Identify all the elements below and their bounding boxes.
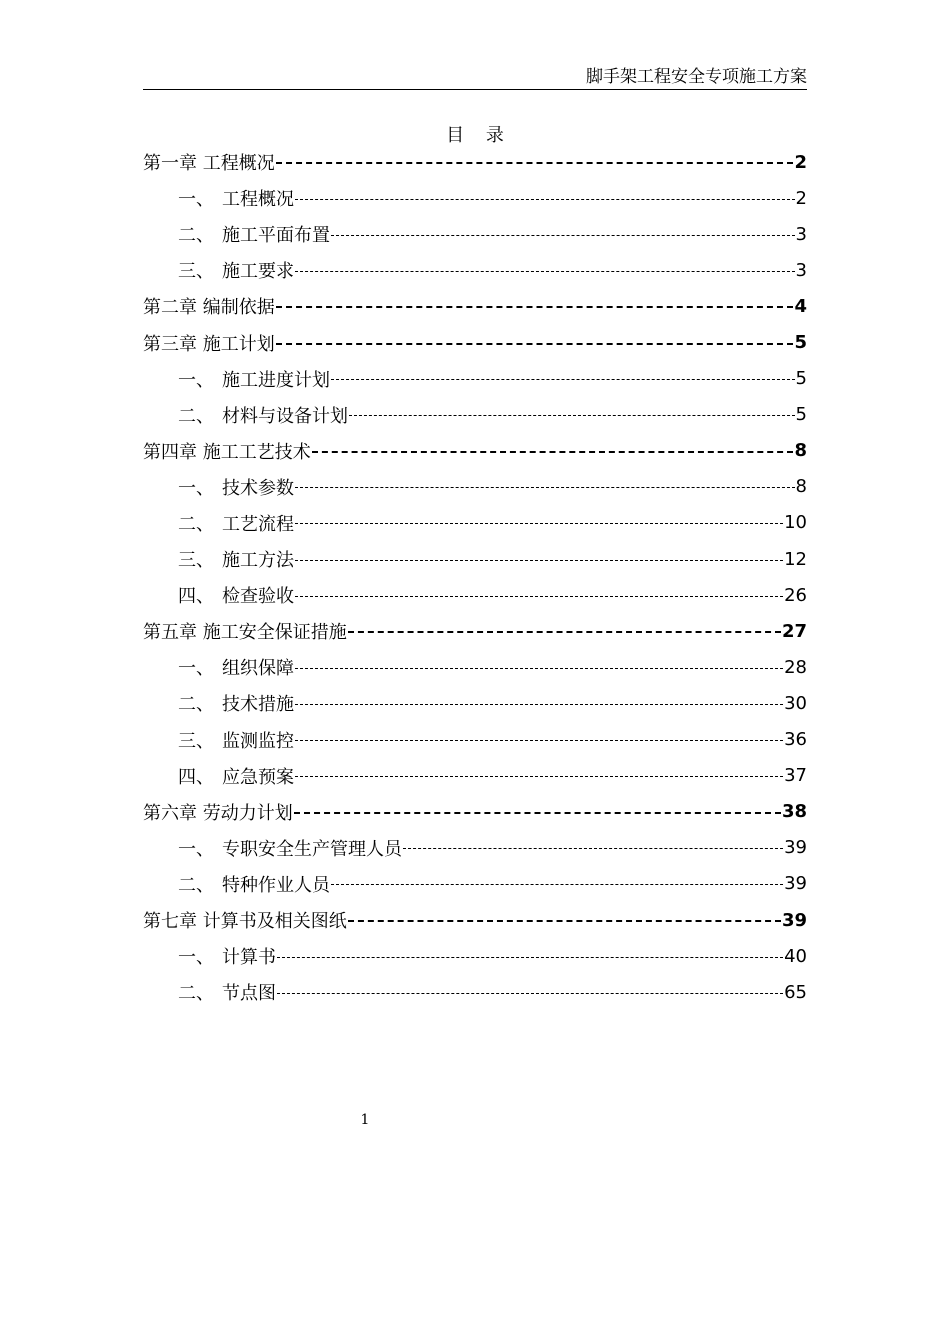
page-number: 1 <box>360 1112 370 1128</box>
toc-entry-page-number: 5 <box>794 332 807 354</box>
toc-entry-page-number: 40 <box>784 945 807 967</box>
toc-entry-page-number: 3 <box>795 223 807 245</box>
toc-entry-number: 二、 <box>178 405 214 427</box>
toc-entry-title: 施工进度计划 <box>222 369 330 391</box>
toc-dot-leader <box>295 668 783 669</box>
toc-entry-title: 检查验收 <box>222 586 294 608</box>
toc-entry-label <box>178 690 294 716</box>
toc-entry-label <box>178 835 402 861</box>
toc-entry-label <box>143 438 311 464</box>
toc-entry-page-number: 28 <box>784 656 807 678</box>
toc-entry-page-number: 5 <box>795 404 807 426</box>
toc-entry-number: 二、 <box>178 513 214 535</box>
toc-dot-leader <box>403 848 783 849</box>
toc-dot-leader <box>294 812 781 814</box>
toc-dot-leader <box>295 740 783 741</box>
toc-dot-leader <box>295 271 795 272</box>
toc-entry-page-number: 8 <box>795 476 807 498</box>
toc-entry-page-number: 39 <box>784 873 807 895</box>
toc-chapter-entry[interactable] <box>143 613 807 649</box>
toc-entry-page-number: 65 <box>784 981 807 1003</box>
toc-section-entry[interactable] <box>143 180 807 216</box>
toc-entry-page-number: 12 <box>784 548 807 570</box>
toc-entry-title: 工程概况 <box>222 189 294 211</box>
toc-entry-title: 应急预案 <box>222 766 294 788</box>
toc-entry-label <box>143 149 275 175</box>
toc-dot-leader <box>295 596 783 597</box>
toc-chapter-entry[interactable] <box>143 902 807 938</box>
toc-entry-title: 技术参数 <box>222 477 294 499</box>
toc-section-entry[interactable] <box>143 216 807 252</box>
toc-dot-leader <box>312 451 794 453</box>
toc-entry-title: 节点图 <box>222 983 276 1005</box>
toc-chapter-entry[interactable] <box>143 794 807 830</box>
table-of-contents <box>143 144 807 1010</box>
toc-dot-leader <box>277 993 783 994</box>
toc-entry-number: 二、 <box>178 225 214 247</box>
toc-entry-number: 一、 <box>178 369 214 391</box>
toc-section-entry[interactable] <box>143 722 807 758</box>
toc-entry-page-number: 38 <box>781 801 807 823</box>
toc-entry-label <box>178 763 294 789</box>
toc-chapter-entry[interactable] <box>143 144 807 180</box>
toc-chapter-entry[interactable] <box>143 433 807 469</box>
toc-entry-title: 材料与设备计划 <box>222 405 348 427</box>
toc-entry-title: 专职安全生产管理人员 <box>222 838 402 860</box>
toc-dot-leader <box>331 379 795 380</box>
toc-entry-label <box>143 330 275 356</box>
toc-entry-number: 一、 <box>178 477 214 499</box>
toc-section-entry[interactable] <box>143 252 807 288</box>
toc-entry-page-number: 10 <box>784 512 807 534</box>
toc-chapter-entry[interactable] <box>143 288 807 324</box>
toc-entry-number: 三、 <box>178 261 214 283</box>
toc-entry-label <box>178 221 330 247</box>
toc-dot-leader <box>277 957 783 958</box>
toc-entry-page-number: 39 <box>781 909 807 931</box>
toc-dot-leader <box>295 776 783 777</box>
toc-entry-page-number: 37 <box>784 765 807 787</box>
toc-entry-label <box>143 907 347 933</box>
toc-entry-title: 第二章 编制依据 <box>143 297 275 319</box>
toc-entry-title: 施工方法 <box>222 550 294 572</box>
toc-entry-label <box>178 727 294 753</box>
toc-entry-title: 计算书 <box>222 947 276 969</box>
toc-dot-leader <box>295 523 783 524</box>
toc-entry-label <box>178 979 276 1005</box>
toc-entry-title: 组织保障 <box>222 658 294 680</box>
toc-entry-label <box>143 618 347 644</box>
toc-dot-leader <box>349 415 795 416</box>
document-header-title: 脚手架工程安全专项施工方案 <box>586 67 807 87</box>
toc-entry-number: 一、 <box>178 947 214 969</box>
toc-section-entry[interactable] <box>143 866 807 902</box>
toc-dot-leader <box>295 199 795 200</box>
toc-entry-label <box>178 546 294 572</box>
toc-dot-leader <box>276 343 794 345</box>
header-rule <box>143 89 807 90</box>
toc-entry-number: 二、 <box>178 983 214 1005</box>
toc-section-entry[interactable] <box>143 541 807 577</box>
toc-section-entry[interactable] <box>143 469 807 505</box>
toc-entry-label <box>178 654 294 680</box>
toc-dot-leader <box>295 560 783 561</box>
toc-entry-label <box>143 799 293 825</box>
toc-section-entry[interactable] <box>143 830 807 866</box>
toc-entry-title: 特种作业人员 <box>222 874 330 896</box>
toc-entry-title: 第三章 施工计划 <box>143 333 275 355</box>
toc-entry-number: 一、 <box>178 189 214 211</box>
toc-dot-leader <box>295 704 783 705</box>
toc-section-entry[interactable] <box>143 758 807 794</box>
toc-entry-page-number: 8 <box>794 440 807 462</box>
toc-entry-number: 一、 <box>178 658 214 680</box>
toc-section-entry[interactable] <box>143 938 807 974</box>
toc-entry-label <box>178 366 330 392</box>
toc-dot-leader <box>276 162 794 164</box>
toc-entry-page-number: 5 <box>795 368 807 390</box>
toc-entry-page-number: 26 <box>784 584 807 606</box>
toc-entry-title: 施工要求 <box>222 261 294 283</box>
toc-entry-label <box>178 185 294 211</box>
toc-entry-page-number: 2 <box>795 187 807 209</box>
toc-entry-number: 四、 <box>178 586 214 608</box>
toc-entry-label <box>178 871 330 897</box>
toc-entry-label <box>143 293 275 319</box>
toc-entry-label <box>178 474 294 500</box>
toc-entry-label <box>178 257 294 283</box>
toc-entry-number: 二、 <box>178 694 214 716</box>
toc-dot-leader <box>295 487 795 488</box>
toc-entry-label <box>178 402 348 428</box>
toc-entry-title: 第六章 劳动力计划 <box>143 802 293 824</box>
toc-section-entry[interactable] <box>143 505 807 541</box>
toc-dot-leader <box>276 306 794 308</box>
toc-entry-number: 一、 <box>178 838 214 860</box>
toc-dot-leader <box>331 884 783 885</box>
toc-entry-label <box>178 510 294 536</box>
toc-entry-page-number: 36 <box>784 729 807 751</box>
toc-entry-title: 第四章 施工工艺技术 <box>143 441 311 463</box>
toc-entry-number: 三、 <box>178 550 214 572</box>
toc-section-entry[interactable] <box>143 361 807 397</box>
toc-dot-leader <box>348 631 781 633</box>
toc-entry-title: 施工平面布置 <box>222 225 330 247</box>
toc-entry-title: 监测监控 <box>222 730 294 752</box>
toc-entry-page-number: 39 <box>784 837 807 859</box>
toc-entry-page-number: 27 <box>781 620 807 642</box>
toc-chapter-entry[interactable] <box>143 324 807 360</box>
toc-section-entry[interactable] <box>143 577 807 613</box>
toc-entry-title: 第七章 计算书及相关图纸 <box>143 911 347 933</box>
toc-heading-text: 目 录 <box>446 125 512 146</box>
toc-entry-title: 第一章 工程概况 <box>143 153 275 175</box>
toc-entry-number: 二、 <box>178 874 214 896</box>
toc-entry-title: 技术措施 <box>222 694 294 716</box>
toc-entry-number: 三、 <box>178 730 214 752</box>
toc-entry-label <box>178 582 294 608</box>
toc-entry-label <box>178 943 276 969</box>
toc-section-entry[interactable] <box>143 397 807 433</box>
toc-entry-number: 四、 <box>178 766 214 788</box>
toc-section-entry[interactable] <box>143 974 807 1010</box>
toc-entry-title: 工艺流程 <box>222 513 294 535</box>
toc-entry-page-number: 30 <box>784 692 807 714</box>
toc-dot-leader <box>331 235 795 236</box>
toc-entry-title: 第五章 施工安全保证措施 <box>143 622 347 644</box>
toc-section-entry[interactable] <box>143 685 807 721</box>
toc-dot-leader <box>348 920 781 922</box>
toc-entry-page-number: 3 <box>795 259 807 281</box>
toc-entry-page-number: 2 <box>794 151 807 173</box>
toc-section-entry[interactable] <box>143 649 807 685</box>
toc-entry-page-number: 4 <box>794 295 807 317</box>
